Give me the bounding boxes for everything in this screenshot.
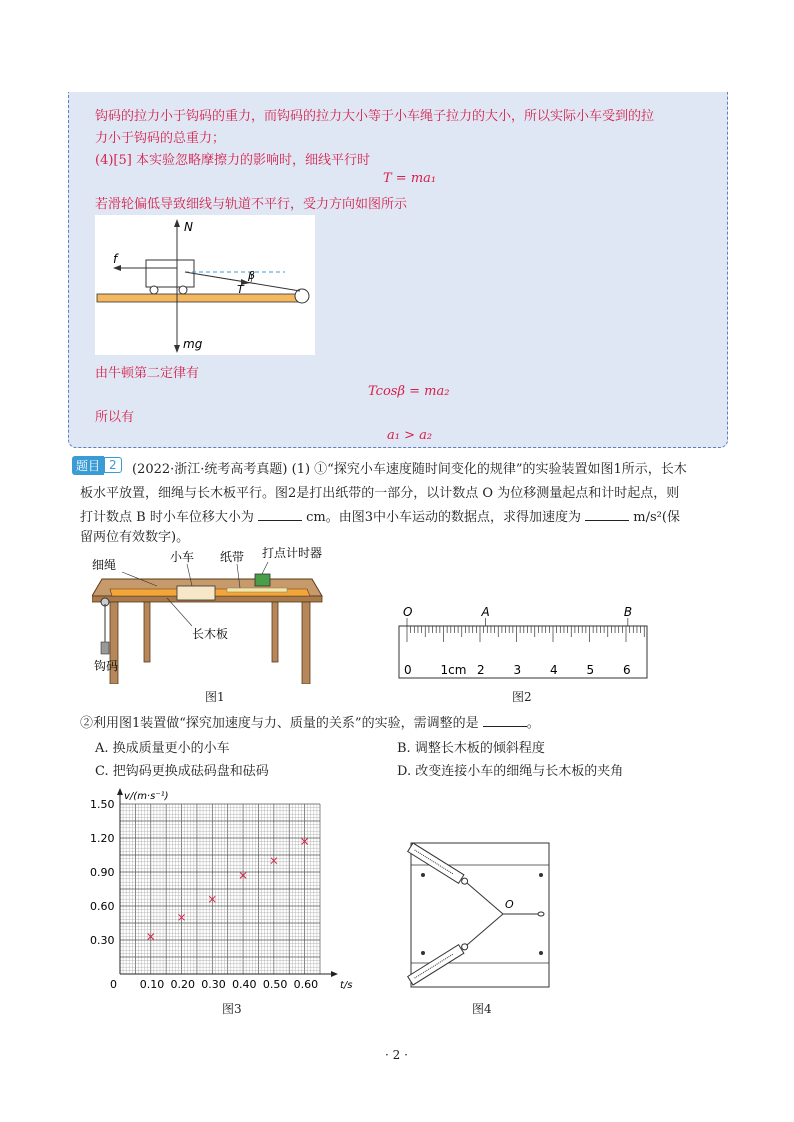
x-tick-label: 0.10 (139, 978, 165, 991)
label-cart: 小车 (170, 550, 195, 564)
question-intro-d: 留两位有效数字)。 (80, 530, 190, 545)
page-number: · 2 · (385, 1048, 408, 1062)
answer-blank-part-2[interactable] (483, 714, 527, 727)
option-a[interactable]: A. 换成质量更小的小车 (95, 741, 230, 756)
ruler-tick-label: 6 (623, 663, 631, 677)
y-tick-label: 1.50 (90, 798, 115, 811)
label-board: 长木板 (192, 627, 229, 641)
label-N: N (184, 220, 193, 234)
chart-grid (120, 804, 320, 974)
question-intro-c: 打计数点 B 时小车位移大小为 cm。由图3中小车运动的数据点，求得加速度为 m/s²(保 (80, 510, 680, 525)
answer-line-3: (4)[5] 本实验忽略摩擦力的影响时，细线平行时 (95, 153, 370, 168)
x-axis-label: t/s (340, 980, 353, 991)
question-intro-b: 板水平放置，细绳与长木板平行。图2是打出纸带的一部分，以计数点 O 为位移测量起点和计时起点，则 (80, 486, 680, 501)
option-b[interactable]: B. 调整长木板的倾斜程度 (397, 741, 545, 756)
equation-3: a₁ > a₂ (387, 428, 433, 443)
answer-line-4: 若滑轮偏低导致细线与轨道不平行，受力方向如图所示 (95, 197, 408, 212)
x-tick-label: 0.50 (262, 978, 288, 991)
equation-2: Tcosβ = ma₂ (368, 384, 450, 399)
y-tick-label: 0.90 (90, 866, 115, 879)
ruler-point-label: A (481, 605, 490, 619)
ruler-tick-label: 4 (550, 663, 558, 677)
ruler-tick-label: 1cm (440, 663, 467, 677)
ruler-tick-label: 0 (404, 663, 412, 677)
answer-line-6: 所以有 (95, 410, 135, 425)
question-part-2: ②利用图1装置做“探究加速度与力、质量的关系”的实验，需调整的是 。 (80, 716, 540, 731)
y-axis-label: v/(m·s⁻¹) (124, 791, 169, 802)
ruler-point-label: B (623, 605, 633, 619)
y-tick-label: 0.60 (90, 900, 115, 913)
tag-label: 题目 (72, 456, 104, 475)
option-c[interactable]: C. 把钩码更换成砝码盘和砝码 (95, 764, 269, 779)
y-tick-label: 1.20 (90, 832, 115, 845)
label-f: f (113, 252, 118, 266)
figure-4-caption: 图4 (472, 1002, 492, 1016)
label-timer: 打点计时器 (262, 546, 323, 560)
question-intro-a: (2022·浙江·统考高考真题) (1) ①“探究小车速度随时间变化的规律”的实验装置如图1所示，长木 (132, 462, 687, 477)
answer-line-5: 由牛顿第二定律有 (95, 366, 200, 381)
label-weight: 钩码 (94, 659, 119, 673)
answer-blank-acceleration[interactable] (585, 508, 629, 521)
figure-3-caption: 图3 (222, 1002, 242, 1016)
figure-2-ruler (395, 604, 655, 684)
tag-number: 2 (104, 457, 122, 473)
answer-line-1: 钩码的拉力小于钩码的重力，而钩码的拉力大小等于小车绳子拉力的大小，所以实际小车受到的拉 (95, 109, 655, 124)
label-T: T (237, 283, 244, 296)
figure-3-chart (88, 784, 358, 994)
ruler-tick-label: 5 (586, 663, 595, 677)
ruler-tick-label: 3 (513, 663, 522, 677)
x-tick-label: 0.20 (170, 978, 196, 991)
label-mg: mg (183, 337, 203, 351)
ruler-tick-label: 2 (477, 663, 485, 677)
label-rope: 细绳 (92, 558, 117, 572)
x-tick-label: 0.30 (201, 978, 226, 991)
y-tick-label: 0.30 (90, 934, 115, 947)
figure-4-spring-scales (405, 835, 555, 995)
answer-blank-displacement[interactable] (258, 508, 302, 521)
label-O: O (505, 898, 514, 911)
figure-2-caption: 图2 (512, 690, 532, 704)
x-tick-label: 0 (110, 978, 117, 991)
x-tick-label: 0.40 (232, 978, 257, 991)
force-diagram (95, 215, 315, 355)
figure-1-apparatus (92, 544, 332, 684)
question-tag (72, 455, 122, 475)
answer-line-2: 力小于钩码的总重力； (95, 131, 226, 146)
label-beta: β (248, 269, 256, 282)
x-tick-label: 0.60 (293, 978, 319, 991)
equation-1: T = ma₁ (383, 171, 437, 186)
ruler-point-label: O (403, 605, 413, 619)
label-tape: 纸带 (220, 550, 245, 564)
option-d[interactable]: D. 改变连接小车的细绳与长木板的夹角 (397, 764, 624, 779)
figure-1-caption: 图1 (205, 690, 225, 704)
